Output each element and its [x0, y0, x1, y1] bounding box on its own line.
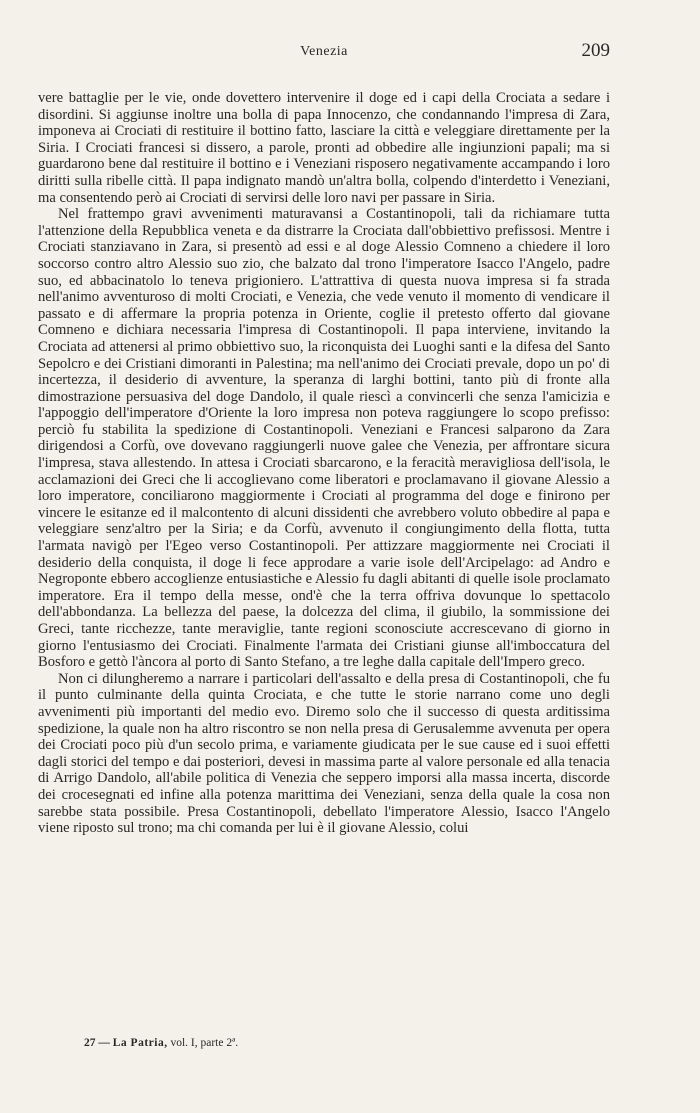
page-number: 209 [581, 40, 610, 61]
body-text [38, 90, 610, 837]
signature-number: 27 — [84, 1037, 110, 1049]
publication-title: La Patria, [112, 1037, 168, 1049]
running-title: Venezia [300, 44, 348, 59]
page-header [38, 40, 610, 64]
paragraph: Non ci dilungheremo a narrare i particolari dell'assalto e della presa di Costantinopoli, che fu il punto culminante della quinta Crociata, e che tutte le storie narrano come uno degli avvenimenti più importanti del medio evo. Diremo solo che il successo di questa arditissima spedizione, la quale non ha altro riscontro se non nella presa di Gerusalemme avvenuta per opera dei Crociati poco più d'un secolo prima, e variamente giudicata per le sue cause ed i suoi effetti dagli storici del tempo e dai posteriori, devesi in massima parte al valore personale ed alla tenacia di Arrigo Dandolo, all'abile politica di Venezia che seppero imporsi alla massa incerta, discorde dei crocesegnati ed infine alla potenza marittima dei Veneziani, senza della quale la cosa non sarebbe stata possibile. Presa Costantinopoli, debellato l'imperatore Alessio, Isacco l'Angelo viene riposto sul trono; ma chi comanda per lui è il giovane Alessio, colui [38, 670, 610, 837]
page-footer [84, 1037, 238, 1049]
volume-info: vol. I, parte 2ª. [170, 1037, 239, 1049]
paragraph: Nel frattempo gravi avvenimenti maturavansi a Costantinopoli, tali da richiamare tutta l'attenzione della Repubblica veneta e da distrarre la Crociata dall'obbiettivo prefissosi. Mentre i Crociati stanziavano in Zara, si presentò ad essi e al doge Alessio Comneno a chiedere il loro soccorso contro altro Alessio suo zio, che balzato dal trono l'imperatore Isacco l'Angelo, padre suo, ed abbacinatolo lo teneva prigioniero. L'attrattiva di questa nuova impresa si fa strada nell'animo avventuroso di molti Crociati, e Venezia, che vede venuto il momento di vendicare il passato e di affermare la propria potenza in Oriente, coglie il pretesto offerto dal giovane Comneno e dichiara necessaria l'impresa di Costantinopoli. Il papa interviene, invitando la Crociata ad attenersi al primo obbiettivo suo, la riconquista dei Luoghi santi e la difesa del Santo Sepolcro e dei Cristiani dimoranti in Palestina; ma nell'animo dei Crociati prevale, dopo un po' di incertezza, il desiderio di avventure, la speranza di larghi bottini, tanto più di fronte alla dimostrazione persuasiva del doge Dandolo, il quale riescì a convincerli che senza l'amicizia e l'appoggio dell'imperatore d'Oriente la loro impresa non poteva raggiungere lo scopo prefisso: perciò fu stabilita la spedizione di Costantinopoli. Veneziani e Francesi salparono da Zara dirigendosi a Corfù, ove dovevano raggiungerli nuove galee che Venezia, per affrontare sicura l'impresa, stava allestendo. In attesa i Crociati sbarcarono, e la feracità meravigliosa dell'isola, le acclamazioni dei Greci che li accoglievano come liberatori e proclamavano il giovane Alessio a loro imperatore, conciliarono maggiormente i Crociati al programma del doge e finirono per vincere le esitanze ed il malcontento di alcuni dissidenti che avrebbero voluto obbedire al papa e veleggiare senz'altro per la Siria; e da Corfù, avvenuto il congiungimento della flotta, tutta l'armata navigò per l'Egeo verso Costantinopoli. Per attizzare maggiormente nei Crociati il desiderio della conquista, il doge li fece approdare a varie isole dell'Arcipelago: ad Andro e Negroponte ebbero accoglienze entusiastiche e Alessio fu dagli abitanti di quelle isole proclamato imperatore. Era il tempo della messe, ond'è che la terra offriva dovunque lo spettacolo dell'abbondanza. La bellezza del paese, la dolcezza del clima, il giubilo, la sommissione dei Greci, tante ricchezze, tante meraviglie, tante regioni sconosciute accrescevano di giorno in giorno l'entusiasmo dei Crociati. Finalmente l'armata dei Cristiani giunse all'imboccatura del Bosforo e gettò l'àncora al porto di Santo Stefano, a tre leghe dalla capitale dell'Impero greco. [38, 206, 610, 671]
paragraph: vere battaglie per le vie, onde dovettero intervenire il doge ed i capi della Crociata a sedare i disordini. Si aggiunse inoltre una bolla di papa Innocenzo, che condannando l'impresa di Zara, imponeva ai Crociati di restituire il bottino fatto, lasciare la città e veleggiare direttamente per la Siria. I Crociati francesi si dissero, a parole, pronti ad obbedire alle ingiunzioni papali; ma si guardarono bene dal restituire il bottino e i Veneziani risposero negativamente accampando i loro diritti sulla ribelle città. Il papa indignato mandò un'altra bolla, colpendo d'interdetto i Veneziani, ma consentendo però ai Crociati di servirsi delle loro navi per passare in Siria. [38, 90, 610, 206]
